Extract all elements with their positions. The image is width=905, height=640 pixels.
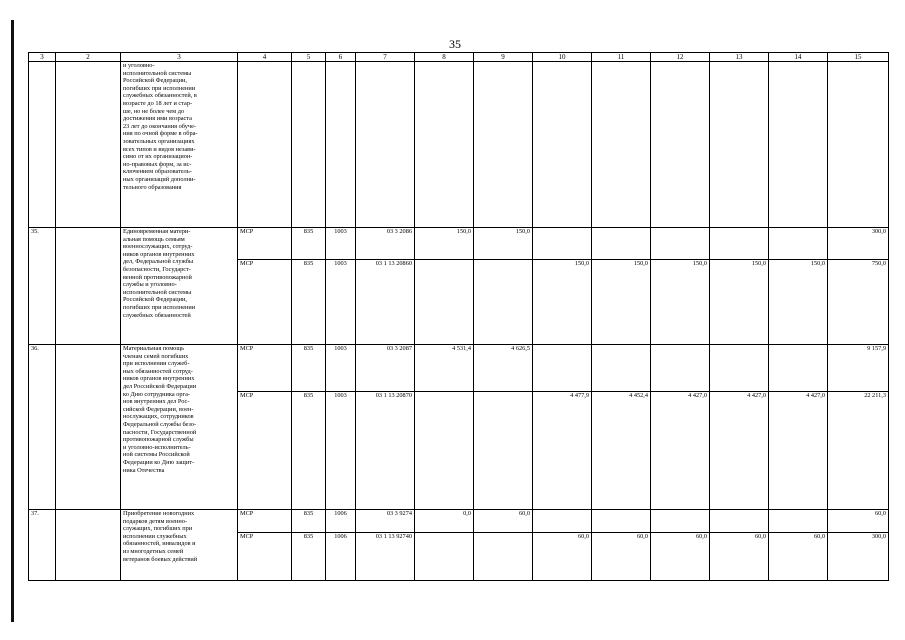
cell-c13: 4 427,0 xyxy=(710,392,769,510)
cell-c12: 150,0 xyxy=(651,260,710,345)
cell-c15: 22 211,3 xyxy=(828,392,889,510)
cell-c11: 150,0 xyxy=(592,260,651,345)
cell-c15: 750,0 xyxy=(828,260,889,345)
cell-c10 xyxy=(533,510,592,533)
cell-c14 xyxy=(769,510,828,533)
cell-c8: 0,0 xyxy=(415,510,474,533)
column-header: 8 xyxy=(415,53,474,62)
cell-c9: 150,0 xyxy=(474,228,533,260)
cell-c4: МСР xyxy=(238,510,292,533)
cell-c13 xyxy=(710,228,769,260)
column-header: 9 xyxy=(474,53,533,62)
cell-c8: 150,0 xyxy=(415,228,474,260)
row-number: 35. xyxy=(29,228,56,345)
cell-c8 xyxy=(415,392,474,510)
column-header: 12 xyxy=(651,53,710,62)
cell-c6: 1003 xyxy=(326,345,356,392)
cell-c6: 1003 xyxy=(326,392,356,510)
continuation-row xyxy=(29,62,889,228)
cell-c14 xyxy=(769,228,828,260)
table-row xyxy=(29,345,889,392)
page-number: 35 xyxy=(449,37,461,51)
column-header: 14 xyxy=(769,53,828,62)
continuation-text: и уголовно- исполнительной системы Российской Федерации, погибших при исполнении служебных обязанностей, в возрасте до 18 лет и стар- ше, но не более чем до достижения ими возраста 23 лет до окончания обуче- ния по очной форме в обра- зовательных организациях всех типов и видов незави- симо от их организацион- но-правовых форм, за ис- ключением образователь- ных организаций дополни- тельного образования xyxy=(121,62,238,228)
column-header: 6 xyxy=(326,53,356,62)
cell-c13: 150,0 xyxy=(710,260,769,345)
column-header: 2 xyxy=(56,53,121,62)
cell-c7: 03 3 9274 xyxy=(356,510,415,533)
cell-c8: 4 531,4 xyxy=(415,345,474,392)
cell-c5: 835 xyxy=(292,260,326,345)
cell-c7: 03 1 13 92740 xyxy=(356,533,415,581)
row-description: Единовременная матери- альная помощь семьям военнослужащих, сотруд- ников органов внутренних дел, Федеральной службы безопасности, Государст- венной противопожарной службы и уголовно- исполнительной системы Российской Федерации, погибших при исполнении служебных обязанностей xyxy=(121,228,238,345)
cell-c5: 835 xyxy=(292,392,326,510)
cell-c10: 4 477,9 xyxy=(533,392,592,510)
cell-c15: 300,0 xyxy=(828,533,889,581)
binding-line xyxy=(11,20,14,622)
cell-c10 xyxy=(533,345,592,392)
cell-c15: 60,0 xyxy=(828,510,889,533)
cell-c7: 03 1 13 20870 xyxy=(356,392,415,510)
cell-c9 xyxy=(474,533,533,581)
cell-c10: 60,0 xyxy=(533,533,592,581)
cell-c8 xyxy=(415,533,474,581)
cell-c6: 1006 xyxy=(326,533,356,581)
row-description: Приобретение новогодних подарков детям военно- служащих, погибших при исполнении служебных обязанностей, инвалидов и из многодетных семей ветеранов боевых действий xyxy=(121,510,238,581)
column-header: 3 xyxy=(121,53,238,62)
column-header: 11 xyxy=(592,53,651,62)
cell-c12: 4 427,0 xyxy=(651,392,710,510)
column-header: 5 xyxy=(292,53,326,62)
cell-c12 xyxy=(651,510,710,533)
cell-c11 xyxy=(592,345,651,392)
cell-c14: 60,0 xyxy=(769,533,828,581)
column-header: 13 xyxy=(710,53,769,62)
cell-c7: 03 1 13 20860 xyxy=(356,260,415,345)
cell-c4: МСР xyxy=(238,260,292,345)
cell-c6: 1003 xyxy=(326,228,356,260)
cell-c5: 835 xyxy=(292,345,326,392)
cell-c15: 300,0 xyxy=(828,228,889,260)
empty-cell xyxy=(56,510,121,581)
budget-table xyxy=(28,52,889,581)
column-header: 7 xyxy=(356,53,415,62)
cell-c13 xyxy=(710,345,769,392)
cell-c6: 1006 xyxy=(326,510,356,533)
cell-c5: 835 xyxy=(292,510,326,533)
cell-c10: 150,0 xyxy=(533,260,592,345)
cell-c4: МСР xyxy=(238,228,292,260)
cell-c4: МСР xyxy=(238,392,292,510)
empty-cell xyxy=(56,228,121,345)
column-header: 15 xyxy=(828,53,889,62)
table-body xyxy=(29,53,889,581)
cell-c5: 835 xyxy=(292,533,326,581)
cell-c11: 4 452,4 xyxy=(592,392,651,510)
cell-c4: МСР xyxy=(238,533,292,581)
cell-c13 xyxy=(710,510,769,533)
cell-c5: 835 xyxy=(292,228,326,260)
cell-c11: 60,0 xyxy=(592,533,651,581)
empty-cell xyxy=(56,345,121,510)
cell-c8 xyxy=(415,260,474,345)
column-header: 3 xyxy=(29,53,56,62)
cell-c15: 9 157,9 xyxy=(828,345,889,392)
cell-c13: 60,0 xyxy=(710,533,769,581)
cell-c7: 03 3 2086 xyxy=(356,228,415,260)
cell-c11 xyxy=(592,510,651,533)
cell-c11 xyxy=(592,228,651,260)
cell-c14 xyxy=(769,345,828,392)
column-header: 10 xyxy=(533,53,592,62)
cell-c14: 150,0 xyxy=(769,260,828,345)
row-number: 37. xyxy=(29,510,56,581)
cell-c6: 1003 xyxy=(326,260,356,345)
cell-c9: 60,0 xyxy=(474,510,533,533)
cell-c9: 4 626,5 xyxy=(474,345,533,392)
table-row xyxy=(29,510,889,533)
cell-c4: МСР xyxy=(238,345,292,392)
cell-c9 xyxy=(474,392,533,510)
table-row xyxy=(29,228,889,260)
cell-c10 xyxy=(533,228,592,260)
row-description: Материальная помощь членам семей погибших при исполнении служеб- ных обязанностей сотруд- ников органов внутренних дел Российской Федерации ко Дню сотрудника орга- нов внутренних дел Рос- сийской Федерации, воен- нослужащих, сотрудников Федеральной службы безо- пасности, Государственной противопожарной службы и уголовно-исполнитель- ной системы Российской Федерации ко Дню защит- ника Отечества xyxy=(121,345,238,510)
row-number: 36. xyxy=(29,345,56,510)
cell-c7: 03 3 2087 xyxy=(356,345,415,392)
cell-c12: 60,0 xyxy=(651,533,710,581)
cell-c12 xyxy=(651,345,710,392)
cell-c9 xyxy=(474,260,533,345)
header-row xyxy=(29,53,889,62)
cell-c14: 4 427,0 xyxy=(769,392,828,510)
column-header: 4 xyxy=(238,53,292,62)
cell-c12 xyxy=(651,228,710,260)
